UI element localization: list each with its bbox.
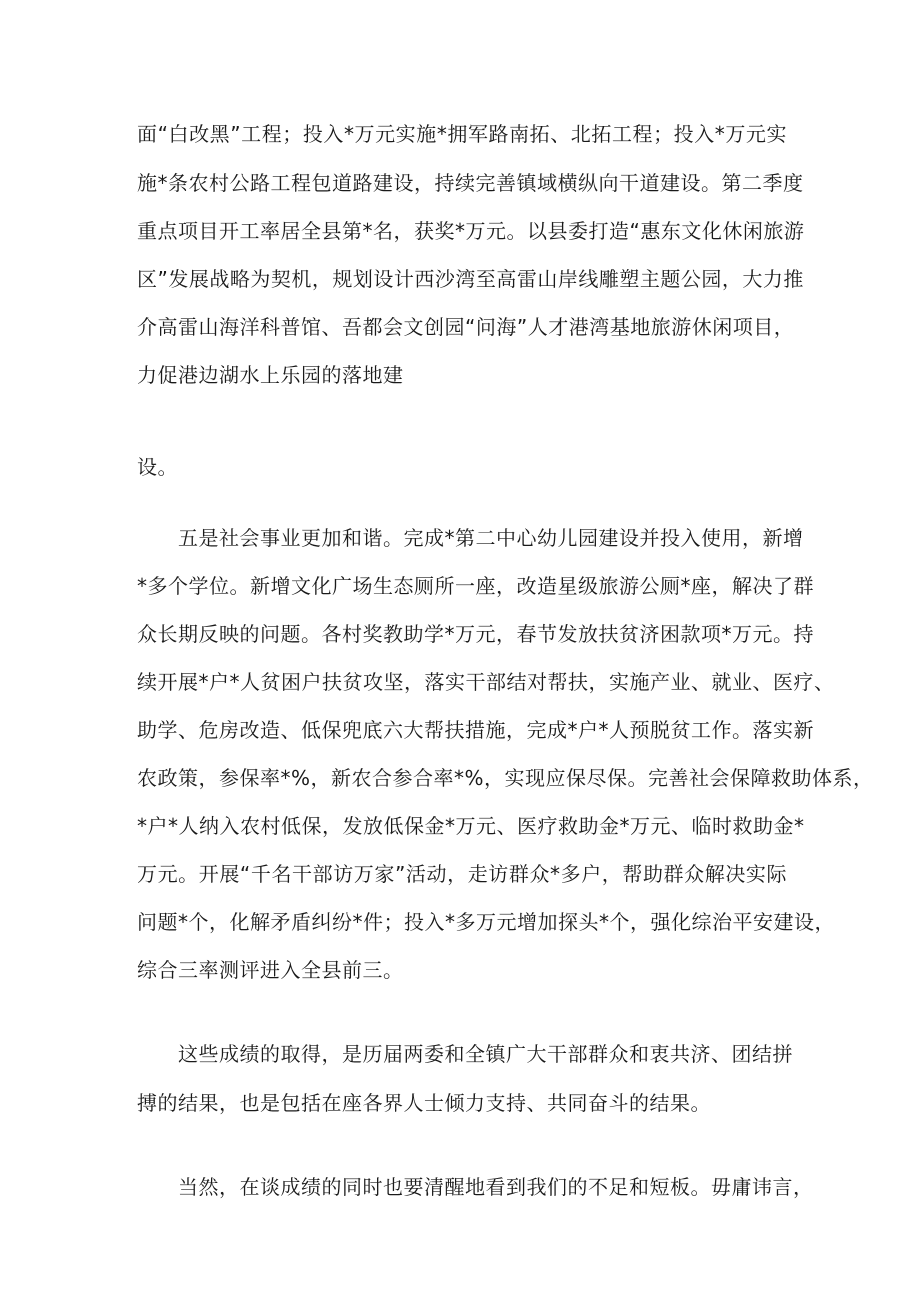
paragraph-4-line-1: 这些成绩的取得，是历届两委和全镇广大干部群众和衷共济、团结拼	[178, 1042, 793, 1066]
paragraph-3-line-9: 问题*个，化解矛盾纠纷*件；投入*多万元增加探头*个，强化综治平安建设，	[137, 910, 835, 934]
paragraph-3-line-5: 助学、危房改造、低保兜底六大帮扶措施，完成*户*人预脱贫工作。落实新	[137, 718, 814, 742]
paragraph-3-line-8: 万元。开展“千名干部访万家”活动，走访群众*多户，帮助群众解决实际	[137, 862, 787, 886]
paragraph-1-line-3: 重点项目开工率居全县第*名，获奖*万元。以县委打造“惠东文化休闲旅游	[137, 219, 805, 243]
paragraph-3-line-4: 续开展*户*人贫困户扶贫攻坚，落实干部结对帮扶，实施产业、就业、医疗、	[137, 670, 835, 694]
paragraph-1-line-2: 施*条农村公路工程包道路建设，持续完善镇域横纵向干道建设。第二季度	[137, 171, 804, 195]
paragraph-3-line-6: 农政策，参保率*%，新农合参合率*%，实现应保尽保。完善社会保障救助体系，	[137, 766, 874, 790]
paragraph-1-line-6: 力促港边湖水上乐园的落地建	[137, 363, 404, 387]
paragraph-4-line-2: 搏的结果，也是包括在座各界人士倾力支持、共同奋斗的结果。	[137, 1091, 711, 1115]
paragraph-2-line-1: 设。	[137, 455, 178, 479]
paragraph-3-line-7: *户*人纳入农村低保，发放低保金*万元、医疗救助金*万元、临时救助金*	[137, 814, 805, 838]
paragraph-3-line-3: 众长期反映的问题。各村奖教助学*万元，春节发放扶贫济困款项*万元。持	[137, 622, 814, 646]
paragraph-3-line-10: 综合三率测评进入全县前三。	[137, 958, 404, 982]
paragraph-3-line-2: *多个学位。新增文化广场生态厕所一座，改造星级旅游公厕*座，解决了群	[137, 574, 814, 598]
paragraph-1-line-5: 介高雷山海洋科普馆、吾都会文创园“问海”人才港湾基地旅游休闲项目，	[137, 315, 795, 339]
paragraph-1-line-4: 区”发展战略为契机，规划设计西沙湾至高雷山岸线雕塑主题公园，大力推	[137, 267, 804, 291]
paragraph-3-line-1: 五是社会事业更加和谐。完成*第二中心幼儿园建设并投入使用，新增	[178, 526, 804, 550]
paragraph-5-line-1: 当然，在谈成绩的同时也要清醒地看到我们的不足和短板。毋庸讳言，	[178, 1175, 814, 1199]
paragraph-1-line-1: 面“白改黑”工程；投入*万元实施*拥军路南拓、北拓工程；投入*万元实	[137, 122, 787, 146]
